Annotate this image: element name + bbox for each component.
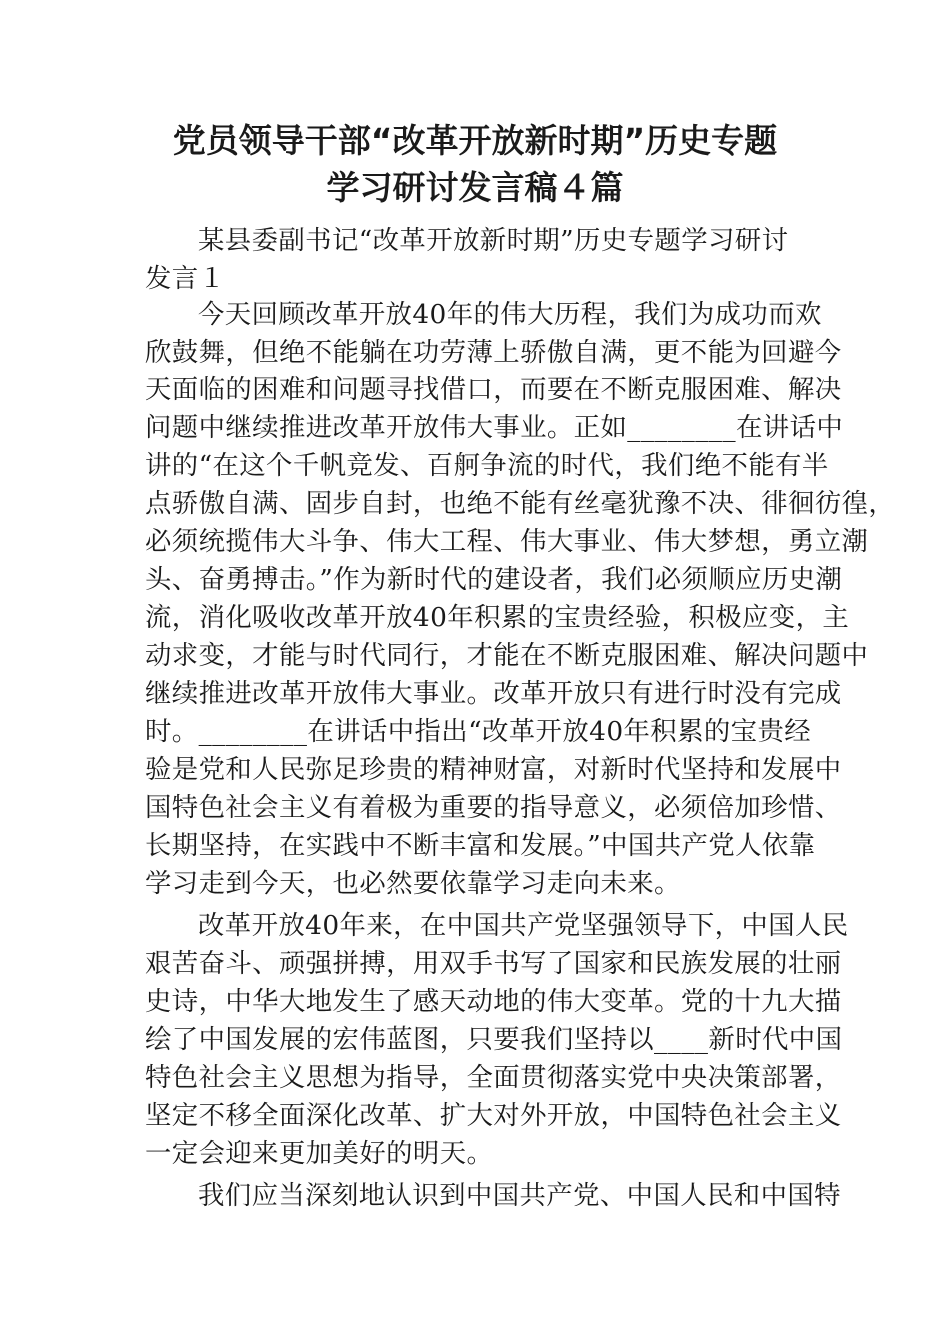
paragraph-2-line-2: 艰苦奋斗、顽强拼搏，用双手书写了国家和民族发展的壮丽 <box>145 948 842 979</box>
paragraph-1-line-4: 问题中继续推进改革开放伟大事业。正如________在讲话中 <box>145 412 844 443</box>
paragraph-2-line-7: 一定会迎来更加美好的明天。 <box>145 1138 494 1169</box>
paragraph-1-line-8: 头、奋勇搏击。”作为新时代的建设者，我们必须顺应历史潮 <box>145 564 843 595</box>
paragraph-2-line-1: 改革开放40年来，在中国共产党坚强领导下，中国人民 <box>198 910 849 941</box>
paragraph-1-line-16: 学习走到今天，也必然要依靠学习走向未来。 <box>145 868 681 899</box>
paragraph-1-line-14: 国特色社会主义有着极为重要的指导意义，必须倍加珍惜、 <box>145 792 842 823</box>
paragraph-2-line-5: 特色社会主义思想为指导，全面贯彻落实党中央决策部署， <box>145 1062 842 1093</box>
paragraph-1-line-9: 流，消化吸收改革开放40年积累的宝贵经验，积极应变，主 <box>145 602 850 633</box>
paragraph-1-line-2: 欣鼓舞，但绝不能躺在功劳薄上骄傲自满，更不能为回避今 <box>145 337 842 368</box>
subtitle-line-1: 某县委副书记“改革开放新时期”历史专题学习研讨 <box>198 225 789 256</box>
document-title-line-2: 学习研讨发言稿４篇 <box>326 168 624 207</box>
paragraph-2-line-4: 绘了中国发展的宏伟蓝图，只要我们坚持以____新时代中国 <box>145 1024 843 1055</box>
paragraph-2-line-3: 史诗，中华大地发生了感天动地的伟大变革。党的十九大描 <box>145 986 842 1017</box>
paragraph-1-line-13: 验是党和人民弥足珍贵的精神财富，对新时代坚持和发展中 <box>145 754 842 785</box>
paragraph-3-line-1: 我们应当深刻地认识到中国共产党、中国人民和中国特 <box>198 1180 841 1211</box>
paragraph-1-line-12: 时。________在讲话中指出“改革开放40年积累的宝贵经 <box>145 716 812 747</box>
paragraph-2-line-6: 坚定不移全面深化改革、扩大对外开放，中国特色社会主义 <box>145 1100 842 1131</box>
paragraph-1-line-6: 点骄傲自满、固步自封，也绝不能有丝毫犹豫不决、徘徊彷徨， <box>145 488 896 519</box>
paragraph-1-line-11: 继续推进改革开放伟大事业。改革开放只有进行时没有完成 <box>145 678 842 709</box>
paragraph-1-line-1: 今天回顾改革开放40年的伟大历程，我们为成功而欢 <box>198 299 822 330</box>
paragraph-1-line-7: 必须统揽伟大斗争、伟大工程、伟大事业、伟大梦想，勇立潮 <box>145 526 869 557</box>
paragraph-1-line-10: 动求变，才能与时代同行，才能在不断克服困难、解决问题中 <box>145 640 869 671</box>
paragraph-1-line-15: 长期坚持，在实践中不断丰富和发展。”中国共产党人依靠 <box>145 830 816 861</box>
document-title-line-1: 党员领导干部“改革开放新时期”历史专题 <box>172 121 778 160</box>
subtitle-line-2: 发言１ <box>145 263 226 294</box>
paragraph-1-line-5: 讲的“在这个千帆竞发、百舸争流的时代，我们绝不能有半 <box>145 450 829 481</box>
paragraph-1-line-3: 天面临的困难和问题寻找借口，而要在不断克服困难、解决 <box>145 374 842 405</box>
